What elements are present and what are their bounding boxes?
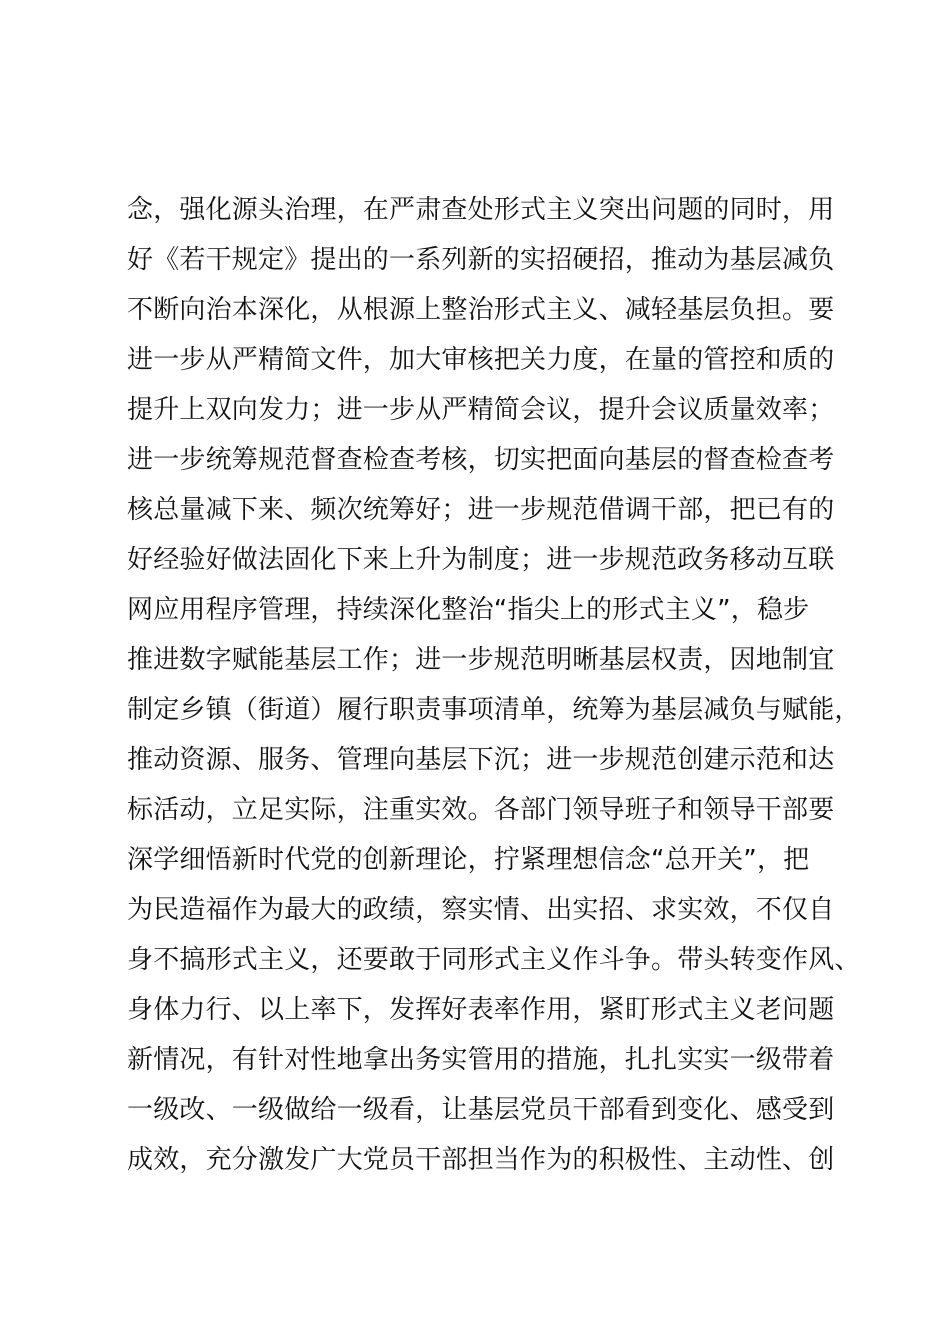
text-line: 提升上双向发力；进一步从严精简会议，提升会议质量效率；: [127, 395, 835, 425]
text-line: 进一步统筹规范督查检查考核，切实把面向基层的督查检查考: [127, 445, 835, 475]
text-line: 念，强化源头治理，在严肃查处形式主义突出问题的同时，用: [127, 195, 835, 225]
text-line: 标活动，立足实际，注重实效。各部门领导班子和领导干部要: [127, 795, 835, 825]
text-line: 好经验好做法固化下来上升为制度；进一步规范政务移动互联: [127, 545, 835, 575]
text-line: 身不搞形式主义，还要敢于同形式主义作斗争。带头转变作风、: [127, 945, 861, 975]
text-line: 深学细悟新时代党的创新理论，拧紧理想信念“总开关”，把: [127, 845, 810, 875]
text-line: 身体力行、以上率下，发挥好表率作用，紧盯形式主义老问题: [127, 995, 835, 1025]
text-line: 一级改、一级做给一级看，让基层党员干部看到变化、感受到: [127, 1095, 835, 1125]
text-line: 好《若干规定》提出的一系列新的实招硬招，推动为基层减负: [127, 245, 835, 275]
body-paragraph: [127, 185, 861, 1185]
text-line: 推进数字赋能基层工作；进一步规范明晰基层权责，因地制宜: [127, 645, 835, 675]
text-line: 不断向治本深化，从根源上整治形式主义、减轻基层负担。要: [127, 295, 835, 325]
text-line: 进一步从严精简文件，加大审核把关力度，在量的管控和质的: [127, 345, 835, 375]
text-line: 网应用程序管理，持续深化整治“指尖上的形式主义”，稳步: [127, 595, 810, 625]
text-line: 制定乡镇（街道）履行职责事项清单，统筹为基层减负与赋能，: [127, 695, 861, 725]
text-line: 新情况，有针对性地拿出务实管用的措施，扎扎实实一级带着: [127, 1045, 835, 1075]
text-line: 为民造福作为最大的政绩，察实情、出实招、求实效，不仅自: [127, 895, 835, 925]
text-line: 成效，充分激发广大党员干部担当作为的积极性、主动性、创: [127, 1145, 835, 1175]
text-line: 核总量减下来、频次统筹好；进一步规范借调干部，把已有的: [127, 495, 835, 525]
text-line: 推动资源、服务、管理向基层下沉；进一步规范创建示范和达: [127, 745, 835, 775]
